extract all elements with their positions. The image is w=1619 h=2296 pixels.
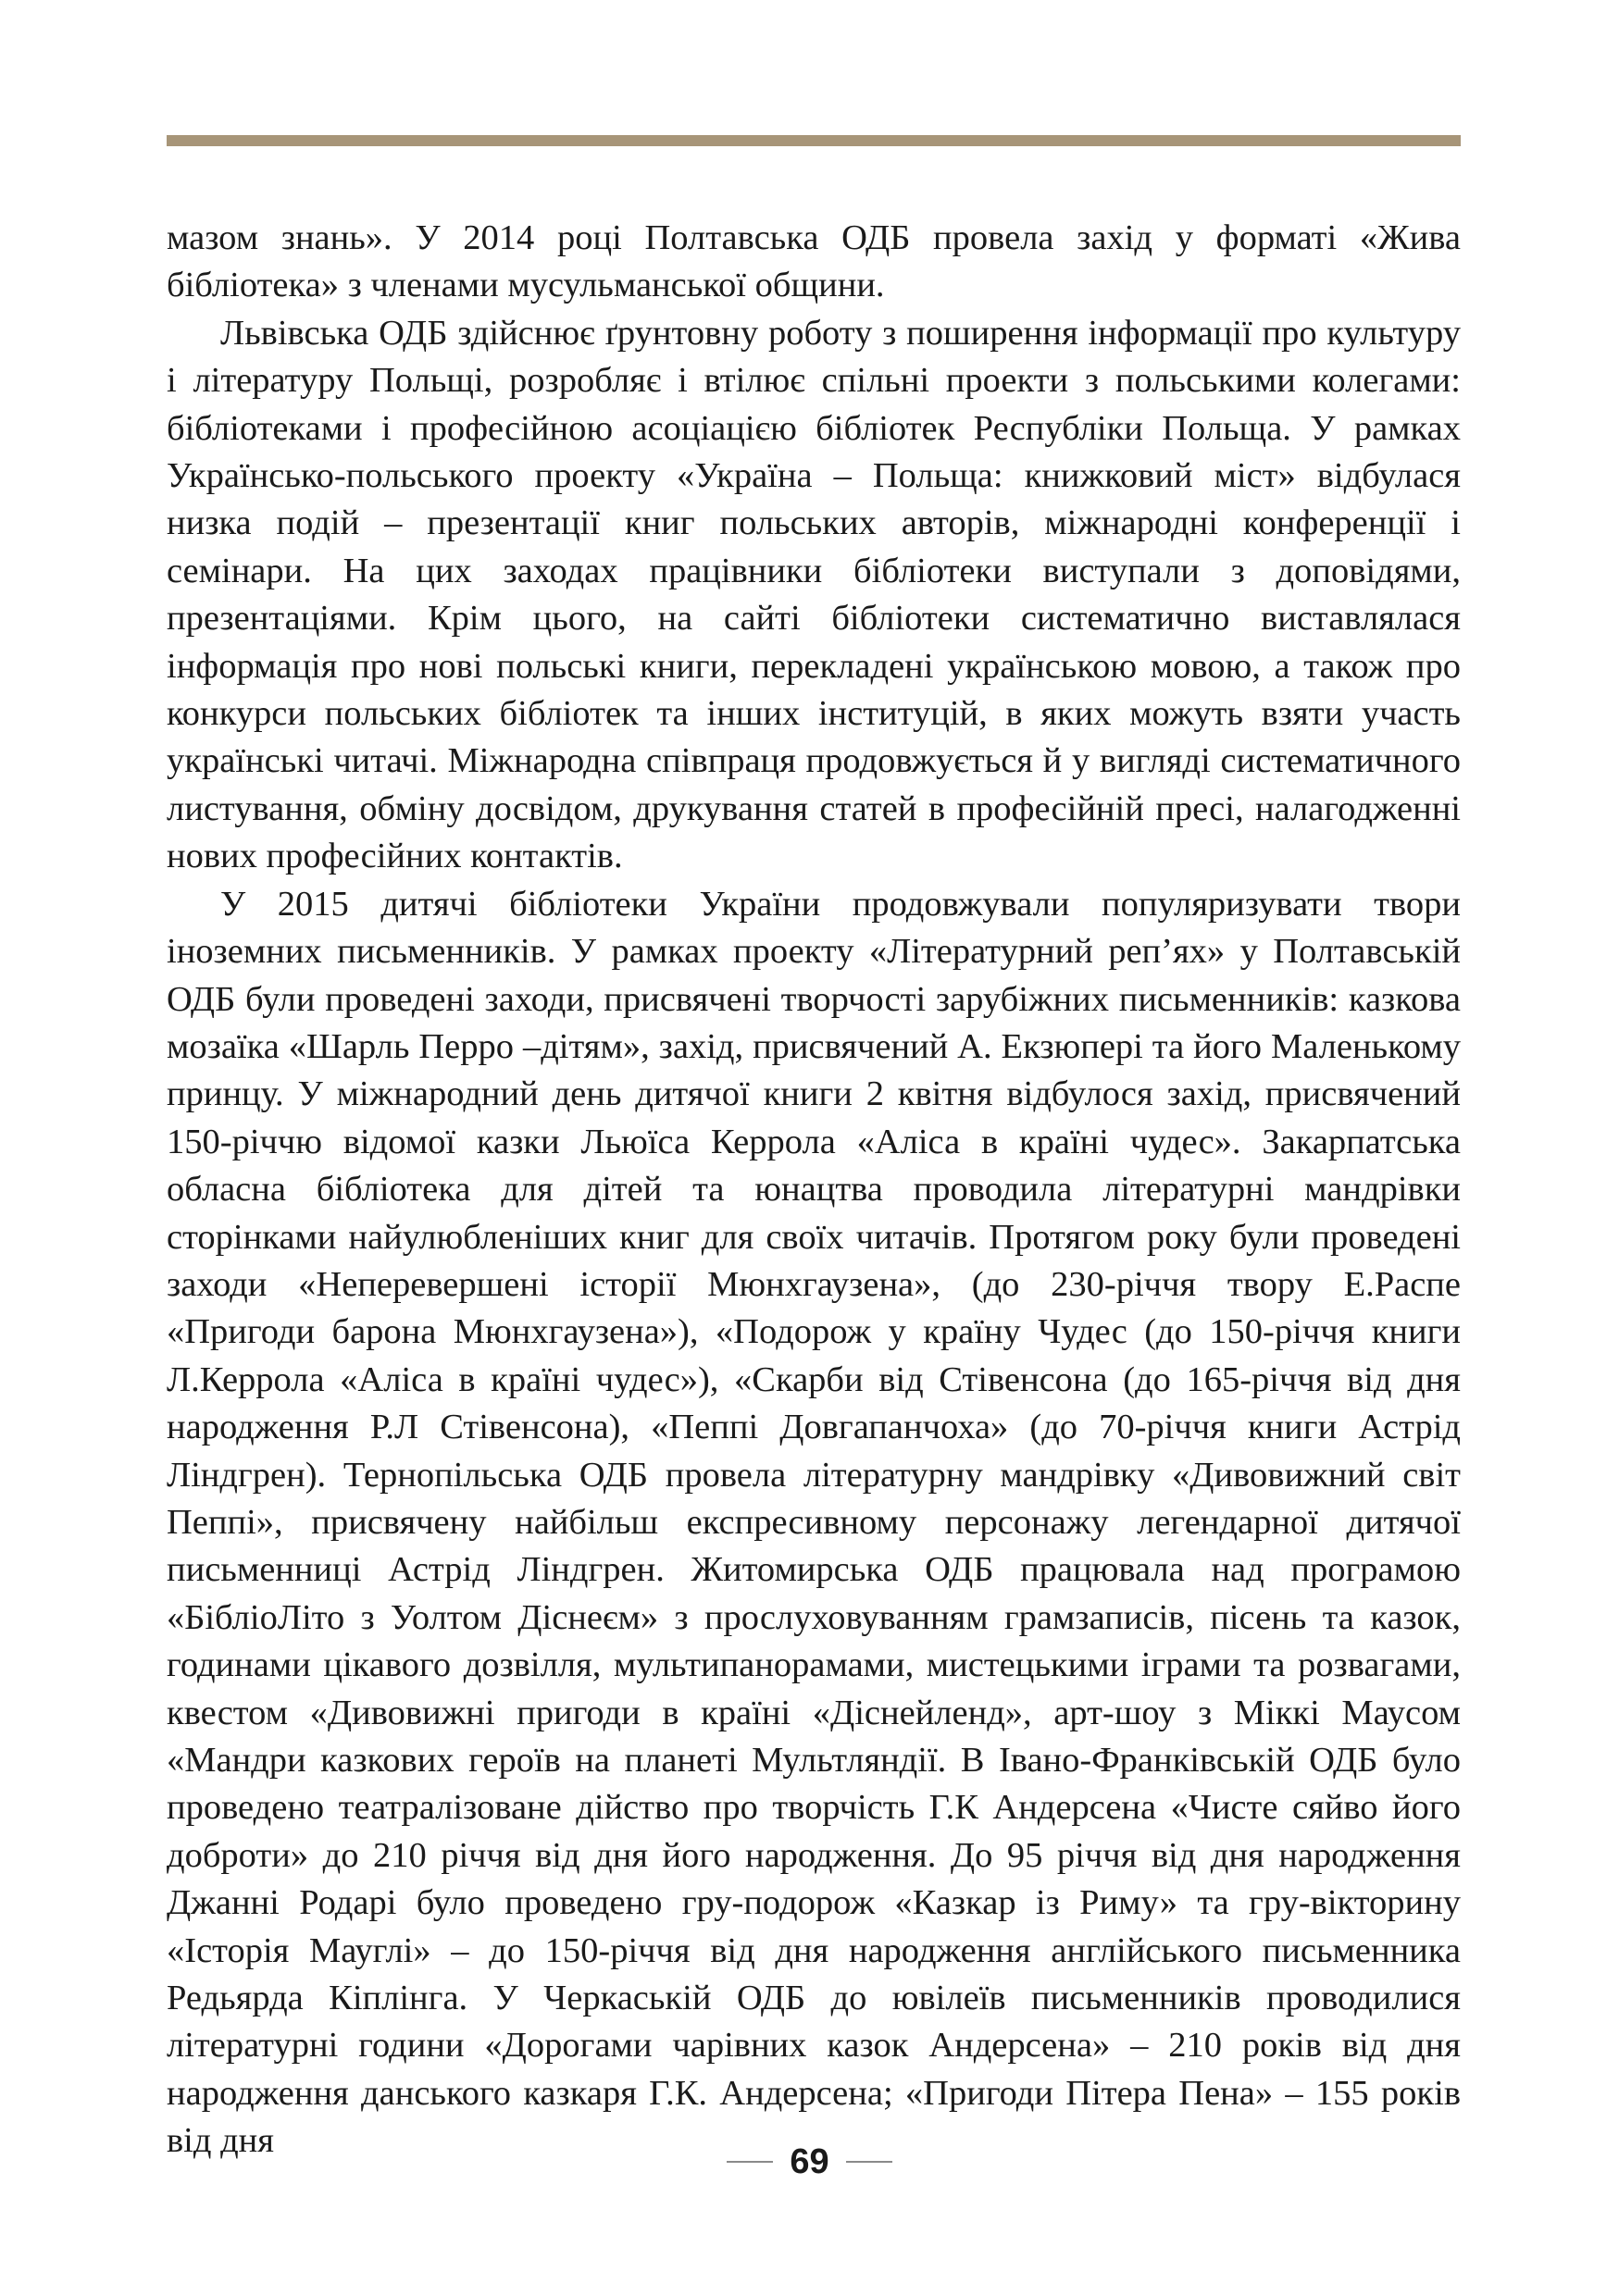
paragraph-continued: мазом знань». У 2014 році Полтавська ОДБ провела захід у форматі «Жива бібліотека» з членами мусульманської общини. [167, 218, 1461, 305]
paragraph-lviv: Львівська ОДБ здійснює ґрунтовну роботу з поширення інформації про культуру і літературу Польщі, розробляє і втілює спільні проекти з польськими колегами: бібліотеками і професійною асоціацією бібліотек Республіки Польща. У рамках Українсько-польського проекту «Україна – Польща: книжковий міст» відбулася низка подій – презентації книг польських авторів, міжнародні конференції і семінари. На цих заходах працівники бібліотеки виступали з доповідями, презентаціями. Крім цього, на сайті бібліотеки систематично виставлялася інформація про нові польські книги, перекладені українською мовою, а також про конкурси польських бібліотек та інших інституцій, в яких можуть взяти участь українські читачі. Міжнародна співпраця продовжується й у вигляді систематичного листування, обміну досвідом, друкування статей в професійній пресі, налагодженні нових професійних контактів. [167, 313, 1461, 876]
page-number: 69 [790, 2141, 829, 2181]
footer-line-right [846, 2161, 892, 2163]
paragraph-2015: У 2015 дитячі бібліотеки України продовжували популяризувати твори іноземних письменників. У рамках проекту «Літературний реп’ях» у Полтавській ОДБ були проведені заходи, присвячені творчості зарубіжних письменників: казкова мозаїка «Шарль Перро –дітям», захід, присвячений А. Екзюпері та його Маленькому принцу. У міжнародний день дитячої книги 2 квітня відбулося захід, присвячений 150-річчю відомої казки Льюїса Керрола «Аліса в країні чудес». Закарпатська обласна бібліотека для дітей та юнацтва проводила літературні мандрівки сторінками найулюбленіших книг для своїх читачів. Протягом року були проведені заходи «Неперевершені історії Мюнхгаузена», (до 230-річчя твору Е.Распе «Пригоди барона Мюнхгаузена»), «Подорож у країну Чудес (до 150-річчя книги Л.Керрола «Аліса в країні чудес»), «Скарби від Стівенсона (до 165-річчя від дня народження Р.Л Стівенсона), «Пеппі Довгапанчоха» (до 70-річчя книги Астрід Ліндгрен). Тернопільська ОДБ провела літературну мандрівку «Дивовижний світ Пеппі», присвячену найбільш експресивному персонажу легендарної дитячої письменниці Астрід Ліндгрен. Житомирська ОДБ працювала над програмою «БібліоЛіто з Уолтом Діснеєм» з прослуховуванням грамзаписів, пісень та казок, годинами цікавого дозвілля, мультипанорамами, мистецькими іграми та розвагами, квестом «Дивовижні пригоди в країні «Діснейленд», арт-шоу з Міккі Маусом «Мандри казкових героїв на планеті Мультляндії. В Івано-Франківській ОДБ було проведено театралізоване дійство про творчість Г.К Андерсена «Чисте сяйво його доброти» до 210 річчя від дня його народження. До 95 річчя від дня народження Джанні Родарі було проведено гру-подорож «Казкар із Риму» та гру-вікторину «Історія Мауглі» – до 150-річчя від дня народження англійського письменника Редьярда Кіплінга. У Черкаській ОДБ до ювілеїв письменників проводилися літературні години «Дорогами чарівних казок Андерсена» – 210 років від дня народження данського казкаря Г.К. Андерсена; «Пригоди Пітера Пена» – 155 років від дня [167, 884, 1461, 2161]
body-text [167, 215, 1461, 2166]
header-rule [167, 135, 1461, 146]
footer-line-left [727, 2161, 773, 2163]
page-footer [0, 2134, 1619, 2190]
